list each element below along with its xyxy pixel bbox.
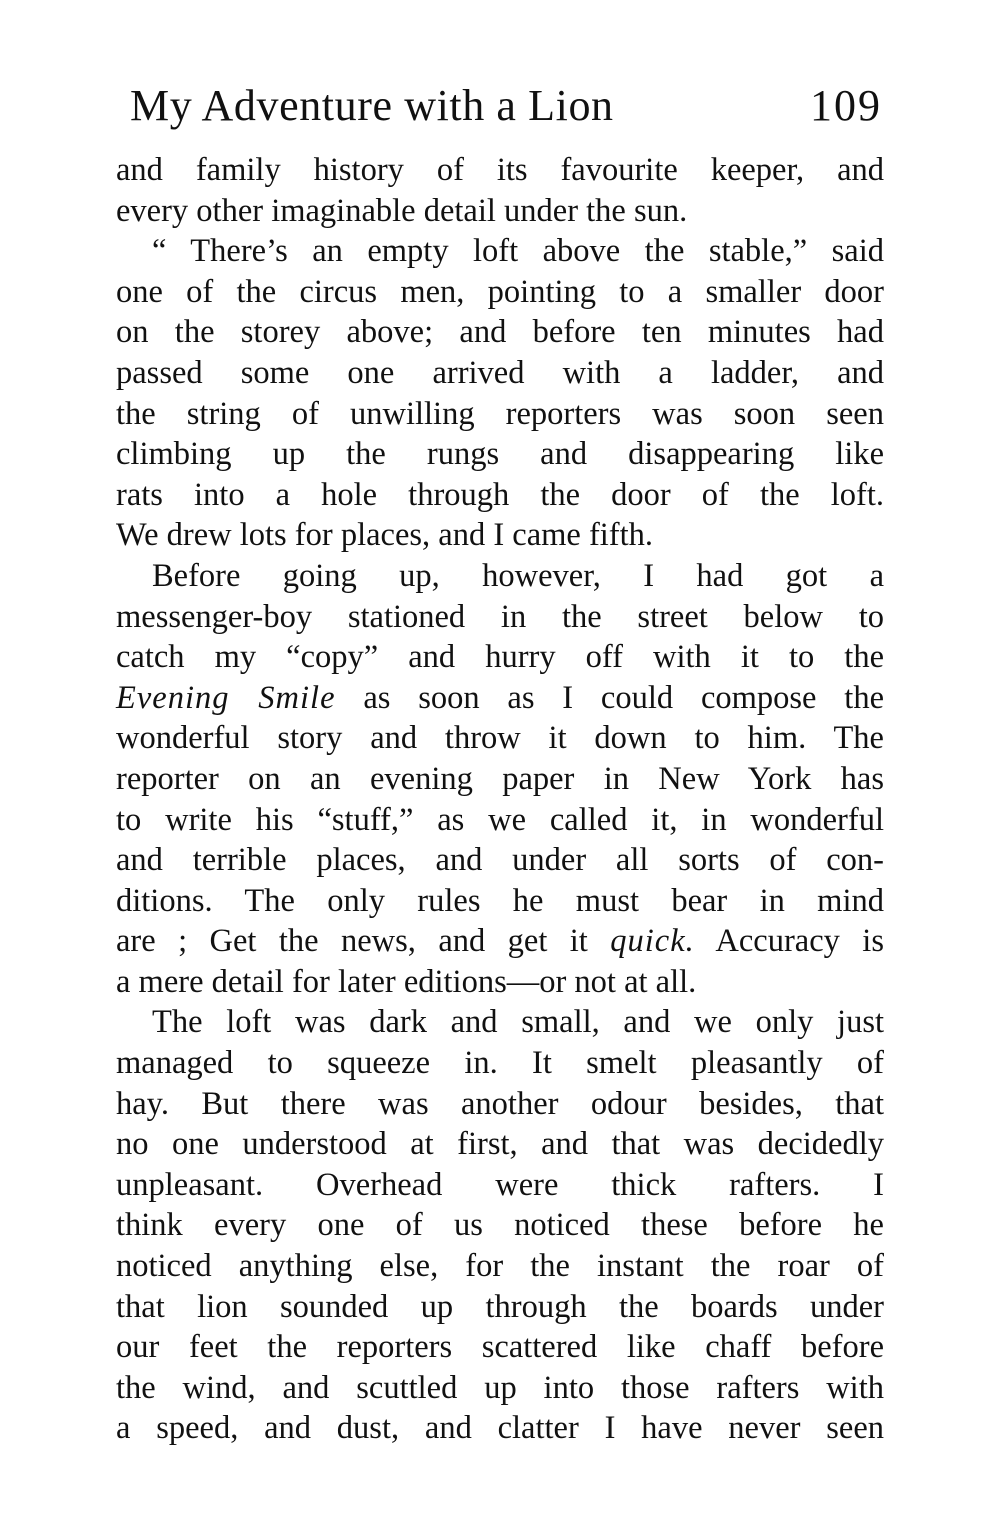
text-segment: Accuracy is xyxy=(694,923,884,960)
text-line: messenger-boy stationed in the street below to xyxy=(116,598,884,635)
running-head xyxy=(120,78,882,134)
page-number: 109 xyxy=(810,81,882,130)
text-line: We drew lots for places, and I came fifth. xyxy=(116,517,654,554)
text-line: climbing up the rungs and disappearing like xyxy=(116,436,884,473)
text-line: Before going up, however, I had got a xyxy=(152,557,884,594)
text-line: to write his “stuff,” as we called it, in wonderful xyxy=(116,801,884,838)
text-segment: as soon as I could compose the xyxy=(335,679,884,716)
running-head-title: My Adventure with a Lion xyxy=(130,81,614,130)
text-line: and terrible places, and under all sorts of con- xyxy=(116,842,884,879)
text-line: the string of unwilling reporters was soon seen xyxy=(116,395,884,432)
text-line: The loft was dark and small, and we only just xyxy=(152,1004,884,1041)
text-line: that lion sounded up through the boards under xyxy=(116,1288,884,1325)
text-line: catch my “copy” and hurry off with it to the xyxy=(116,639,884,676)
text-line: rats into a hole through the door of the loft. xyxy=(116,476,884,513)
text-line: hay. But there was another odour besides, that xyxy=(116,1085,884,1122)
text-line: on the storey above; and before ten minutes had xyxy=(116,314,884,351)
text-line: the wind, and scuttled up into those rafters with xyxy=(116,1369,884,1406)
text-line: every other imaginable detail under the sun. xyxy=(116,192,688,229)
italic-word: quick. xyxy=(610,923,695,960)
text-line: “ There’s an empty loft above the stable,” said xyxy=(152,233,884,270)
italic-title: Evening Smile xyxy=(116,679,336,716)
text-line: a speed, and dust, and clatter I have never seen xyxy=(116,1410,884,1447)
text-segment: are ; Get the news, and get it xyxy=(116,923,611,960)
body-text xyxy=(116,150,884,1449)
text-line: reporter on an evening paper in New York has xyxy=(116,760,884,797)
text-line: a mere detail for later editions—or not at all. xyxy=(116,963,697,1000)
text-line: noticed anything else, for the instant the roar of xyxy=(116,1248,884,1285)
text-line: one of the circus men, pointing to a smaller door xyxy=(116,273,884,310)
text-line: ditions. The only rules he must bear in mind xyxy=(116,882,884,919)
text-line: and family history of its favourite keeper, and xyxy=(116,152,884,188)
text-line: unpleasant. Overhead were thick rafters. I xyxy=(116,1166,884,1203)
text-line: passed some one arrived with a ladder, and xyxy=(116,354,884,391)
text-line: managed to squeeze in. It smelt pleasantly of xyxy=(116,1045,884,1082)
text-line xyxy=(116,678,884,719)
text-line xyxy=(116,921,884,962)
text-line: our feet the reporters scattered like chaff before xyxy=(116,1329,884,1366)
text-line: wonderful story and throw it down to him. The xyxy=(116,720,884,757)
text-line: no one understood at first, and that was decidedly xyxy=(116,1126,884,1163)
text-line: think every one of us noticed these before he xyxy=(116,1207,884,1244)
